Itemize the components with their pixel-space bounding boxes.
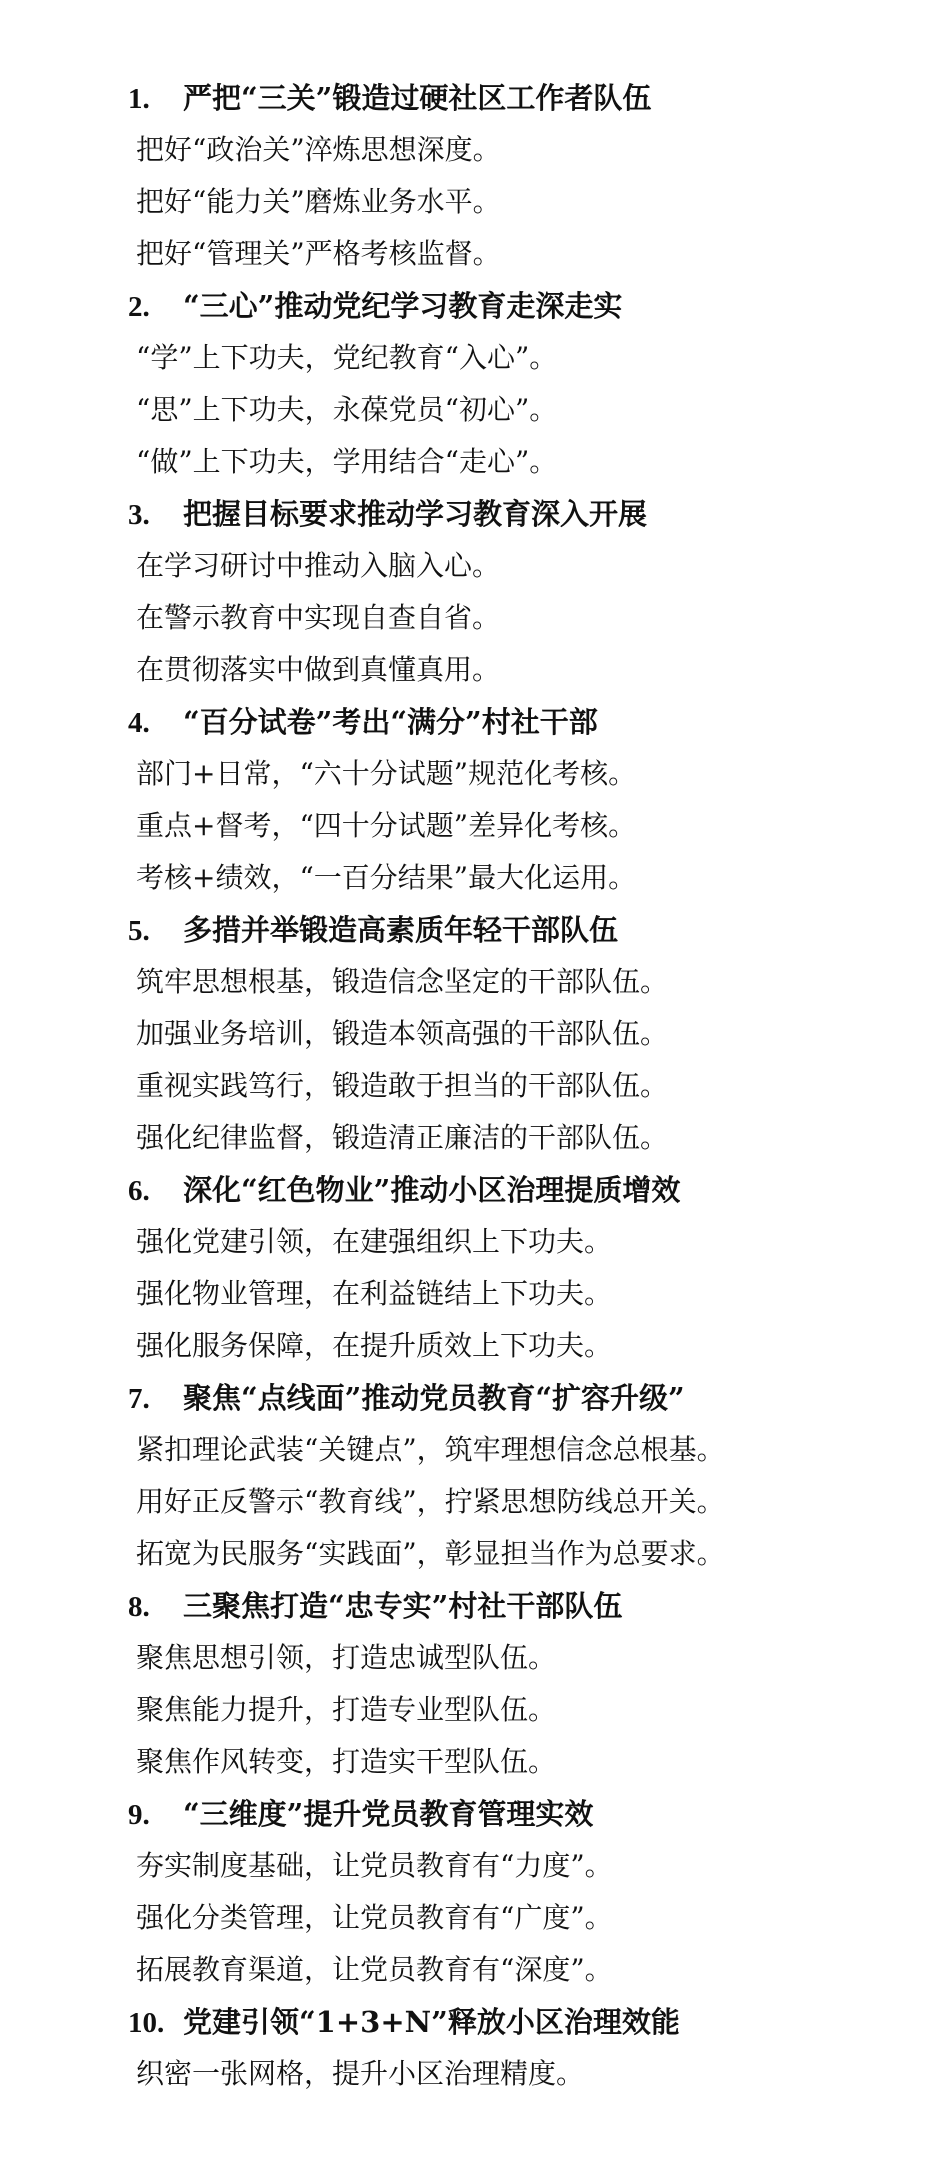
list-item: 强化服务保障，在提升质效上下功夫。 (136, 1329, 613, 1362)
list-item: 夯实制度基础，让党员教育有“力度”。 (136, 1849, 613, 1882)
section-5 (128, 904, 928, 1164)
section-number: 3. (128, 499, 150, 531)
list-item: “思”上下功夫，永葆党员“初心”。 (136, 393, 558, 426)
section-4 (128, 696, 928, 904)
section-title: 多措并举锻造高素质年轻干部队伍 (183, 913, 619, 947)
list-item: 强化纪律监督，锻造清正廉洁的干部队伍。 (136, 1121, 669, 1154)
section-3 (128, 488, 928, 696)
section-number: 4. (128, 707, 150, 739)
section-number: 9. (128, 1799, 150, 1831)
section-heading (128, 72, 928, 124)
list-item: 用好正反警示“教育线”，拧紧思想防线总开关。 (136, 1485, 725, 1518)
section-title: 严把“三关”锻造过硬社区工作者队伍 (183, 81, 652, 115)
section-heading (128, 1372, 928, 1424)
section-6 (128, 1164, 928, 1372)
list-item: 重点+督考，“四十分试题”差异化考核。 (136, 809, 637, 842)
list-item: 考核+绩效，“一百分结果”最大化运用。 (136, 861, 637, 894)
section-2 (128, 280, 928, 488)
section-10 (128, 1996, 928, 2100)
list-item: 聚焦能力提升，打造专业型队伍。 (136, 1693, 557, 1726)
section-7 (128, 1372, 928, 1580)
list-item: 加强业务培训，锻造本领高强的干部队伍。 (136, 1017, 669, 1050)
list-item: 在警示教育中实现自查自省。 (136, 601, 501, 634)
section-title: 把握目标要求推动学习教育深入开展 (183, 497, 648, 531)
section-number: 6. (128, 1175, 150, 1207)
list-item: 部门+日常，“六十分试题”规范化考核。 (136, 757, 637, 790)
section-number: 5. (128, 915, 150, 947)
section-title: “三维度”提升党员教育管理实效 (183, 1797, 594, 1831)
list-item: 紧扣理论武装“关键点”，筑牢理想信念总根基。 (136, 1433, 725, 1466)
section-number: 8. (128, 1591, 150, 1623)
list-item: 织密一张网格，提升小区治理精度。 (136, 2057, 585, 2090)
section-8 (128, 1580, 928, 1788)
list-item: 聚焦作风转变，打造实干型队伍。 (136, 1745, 557, 1778)
list-item: 强化分类管理，让党员教育有“广度”。 (136, 1901, 613, 1934)
list-item: 把好“管理关”严格考核监督。 (136, 237, 501, 270)
section-title: 深化“红色物业”推动小区治理提质增效 (183, 1173, 681, 1207)
list-item: 把好“能力关”磨炼业务水平。 (136, 185, 501, 218)
section-heading (128, 1164, 928, 1216)
list-item: 在贯彻落实中做到真懂真用。 (136, 653, 501, 686)
section-title: 三聚焦打造“忠专实”村社干部队伍 (183, 1589, 623, 1623)
section-heading (128, 1788, 928, 1840)
list-item: “做”上下功夫，学用结合“走心”。 (136, 445, 558, 478)
section-number: 10. (128, 2007, 165, 2039)
section-title: 聚焦“点线面”推动党员教育“扩容升级” (183, 1381, 685, 1415)
list-item: 筑牢思想根基，锻造信念坚定的干部队伍。 (136, 965, 669, 998)
document-body (128, 72, 928, 2100)
section-heading (128, 1996, 928, 2048)
list-item: 把好“政治关”淬炼思想深度。 (136, 133, 501, 166)
list-item: 在学习研讨中推动入脑入心。 (136, 549, 501, 582)
section-heading (128, 488, 928, 540)
section-title: “百分试卷”考出“满分”村社干部 (183, 705, 598, 739)
section-heading (128, 904, 928, 956)
list-item: “学”上下功夫，党纪教育“入心”。 (136, 341, 558, 374)
section-number: 2. (128, 291, 150, 323)
list-item: 强化物业管理，在利益链结上下功夫。 (136, 1277, 613, 1310)
section-title: 党建引领“1+3+N”释放小区治理效能 (183, 2005, 680, 2039)
list-item: 聚焦思想引领，打造忠诚型队伍。 (136, 1641, 557, 1674)
list-item: 拓宽为民服务“实践面”，彰显担当作为总要求。 (136, 1537, 725, 1570)
section-heading (128, 696, 928, 748)
section-heading (128, 1580, 928, 1632)
list-item: 重视实践笃行，锻造敢于担当的干部队伍。 (136, 1069, 669, 1102)
section-heading (128, 280, 928, 332)
list-item: 拓展教育渠道，让党员教育有“深度”。 (136, 1953, 613, 1986)
section-title: “三心”推动党纪学习教育走深走实 (183, 289, 623, 323)
section-number: 1. (128, 83, 150, 115)
section-9 (128, 1788, 928, 1996)
list-item: 强化党建引领，在建强组织上下功夫。 (136, 1225, 613, 1258)
section-number: 7. (128, 1383, 150, 1415)
section-1 (128, 72, 928, 280)
